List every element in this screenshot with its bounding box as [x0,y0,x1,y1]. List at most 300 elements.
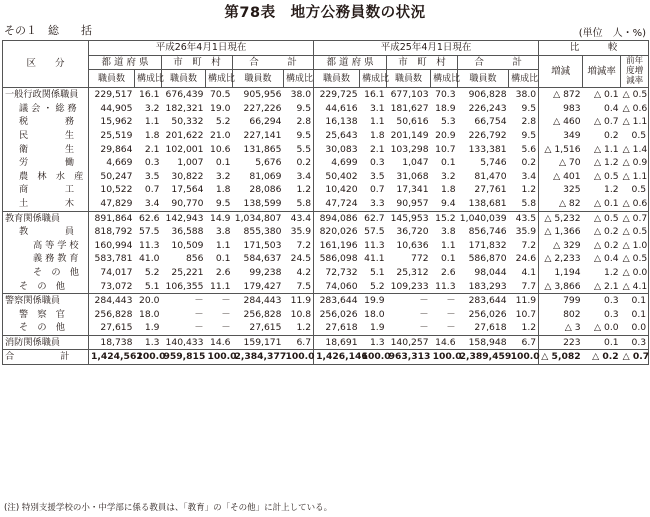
table-cell: 586,098 [319,253,358,265]
table-cell: △ 0.0 [594,322,619,334]
table-cell: △ 70 [558,157,581,169]
header-staff-count: 職員数 [458,70,509,88]
table-cell: 1.8 [144,129,160,141]
table-cell: 0.3 [144,157,160,169]
section-subtitle: その１ 総 括 [4,24,92,37]
table-cell: 9.5 [509,102,539,116]
table-cell: 145,953 [387,211,431,225]
table-cell: － [194,322,204,334]
table-cell: 18,738 [89,335,135,350]
table-cell: 27,615 [100,322,133,334]
table-cell: 66,754 [474,116,507,128]
table-cell: △ 0.7 [622,212,648,224]
table-cell: 583,781 [94,253,133,265]
table-cell: 57.5 [364,226,385,238]
table-cell: △ 2,233 [544,253,581,265]
table-cell: 30,083 [325,143,358,155]
table-cell: 5.1 [369,266,385,278]
table-cell: 171,503 [243,239,282,251]
table-cell: 223 [539,335,583,350]
table-cell: △ 0.9 [622,157,648,169]
table-cell: － [446,322,456,334]
table-cell: 1.2 [509,183,539,197]
table-cell: 6.7 [509,335,539,350]
table-cell: 27,618 [325,322,358,334]
table-cell: 161,196 [319,239,358,251]
row-label: そ の 他 [3,321,89,335]
table-cell: 73,072 [100,280,133,292]
table-cell: 21.0 [210,129,231,141]
table-cell: 0.1 [215,157,231,169]
table-cell: △ 0.7 [621,350,649,365]
table-cell: 24.5 [284,252,314,266]
table-cell: △ 0.7 [594,116,619,128]
table-cell: 0.2 [604,129,619,141]
table-cell: － [221,322,231,334]
table-cell: 1.2 [284,321,314,335]
table-cell: 11.3 [139,239,160,251]
table-cell: △ 1.0 [622,239,648,251]
table-cell: 102,001 [165,143,204,155]
table-cell: 30,822 [171,170,204,182]
header-ratio: 構成比 [360,70,387,88]
table-cell: 349 [563,129,581,141]
table-row [3,294,649,308]
table-cell: △ 329 [553,239,581,251]
table-cell: 856 [185,253,204,265]
table-cell: 43.4 [284,211,314,225]
header-total-2014: 合 計 [233,55,314,70]
table-cell: 2,384,377 [233,350,284,365]
table-cell: △ 1,516 [544,143,581,155]
table-cell: 963,313 [387,350,431,365]
table-cell: 100.0 [206,350,233,365]
table-cell: 5.3 [440,116,456,128]
table-cell: 18.0 [364,308,385,320]
table-cell: △ 1.2 [594,157,619,169]
table-cell: 41.0 [139,253,160,265]
table-cell: 891,864 [89,211,135,225]
table-cell: 74,017 [100,266,133,278]
row-label: 農 林 水 産 [3,170,89,184]
table-cell: 142,943 [162,211,206,225]
row-label: 合 計 [3,350,89,365]
table-cell: 256,026 [319,308,358,320]
table-cell: 35.9 [509,225,539,239]
table-cell: 10.7 [435,143,456,155]
table-cell: 47,829 [100,197,133,209]
row-label: 商 工 [3,183,89,197]
table-cell: 1,424,562 [89,350,135,365]
table-cell: 7.7 [509,280,539,294]
table-cell: 894,086 [314,211,360,225]
table-cell: 1,426,146 [314,350,360,365]
table-cell: 18.0 [139,308,160,320]
table-cell: 0.1 [440,253,456,265]
row-label: 民 生 [3,129,89,143]
table-cell: 2.1 [369,143,385,155]
table-cell: 0.3 [621,335,649,350]
table-cell: △ 401 [553,170,581,182]
table-cell: 16,138 [325,116,358,128]
table-cell: 284,443 [89,294,135,308]
table-cell: 226,792 [468,129,507,141]
table-cell: 2.6 [215,266,231,278]
table-cell: 1.8 [440,184,456,196]
table-cell: 9.4 [440,197,456,209]
table-row [3,321,649,335]
header-staff-count: 職員数 [387,70,431,88]
table-cell: △ 1.1 [622,116,648,128]
table-row [3,280,649,294]
table-cell: 855,380 [243,226,282,238]
table-cell: 98,044 [474,266,507,278]
table-cell: 74,060 [325,280,358,292]
header-comparison: 比 較 [539,41,649,56]
table-cell: 16.1 [360,88,387,102]
table-cell: 38.0 [509,88,539,102]
table-cell: 3.4 [509,170,539,184]
table-cell: △ 1.1 [594,143,619,155]
table-cell: △ 0.5 [622,226,648,238]
table-cell: 14.6 [206,335,233,350]
table-cell: 36,720 [396,226,429,238]
table-cell: 5.6 [509,143,539,157]
table-cell: 31,068 [396,170,429,182]
table-cell: 109,233 [390,280,429,292]
table-cell: 10,636 [396,239,429,251]
table-cell: △ 0.2 [583,350,621,365]
table-cell: 2.6 [440,266,456,278]
table-cell: △ 0.4 [594,253,619,265]
table-cell: 584,637 [243,253,282,265]
table-cell: 106,355 [165,280,204,292]
table-row [3,129,649,143]
table-cell: 1.3 [135,335,162,350]
table-cell: 50,247 [100,170,133,182]
table-cell: △ 3,866 [544,280,581,292]
table-cell: 1.2 [604,266,619,278]
row-label: 高 等 学 校 [3,239,89,253]
table-cell: 5.2 [215,116,231,128]
table-cell: 70.5 [206,88,233,102]
table-cell: － [221,308,231,320]
table-row [3,197,649,211]
table-cell: 1.2 [284,183,314,197]
table-cell: 20.9 [435,129,456,141]
table-cell: 62.7 [360,211,387,225]
table-cell: 99,238 [249,266,282,278]
table-cell: 0.4 [604,102,619,114]
table-cell: 256,828 [243,308,282,320]
table-cell: 19.9 [360,294,387,308]
table-cell: 1.9 [144,322,160,334]
table-cell: △ 0.5 [622,253,648,265]
table-cell: 70.3 [431,88,458,102]
table-row [3,335,649,350]
table-cell: 131,865 [243,143,282,155]
table-cell: 181,627 [390,102,429,114]
row-label: 教 員 [3,225,89,239]
table-cell: 17,564 [171,184,204,196]
header-staff-count: 職員数 [89,70,135,88]
table-cell: 15.2 [431,211,458,225]
table-cell: 72,732 [325,266,358,278]
header-total-2013: 合 計 [458,55,539,70]
table-cell: 3.2 [144,102,160,114]
table-cell: 27,761 [474,184,507,196]
table-cell: 1.8 [369,129,385,141]
table-cell: △ 0.5 [594,170,619,182]
table-cell: 5,676 [255,157,282,169]
table-cell: 5.2 [144,266,160,278]
table-cell: 47,724 [325,197,358,209]
table-row [3,115,649,129]
table-cell: △ 872 [539,88,583,102]
table-cell: 284,443 [233,294,284,308]
table-cell: 1,034,807 [233,211,284,225]
table-row [3,143,649,157]
table-cell: 3.5 [144,170,160,182]
table-cell: 43.5 [509,211,539,225]
table-cell: 36,588 [171,226,204,238]
table-cell: 25,221 [171,266,204,278]
row-label: 教育関係職員 [3,211,89,225]
table-cell: 227,141 [243,129,282,141]
table-cell: 256,026 [468,308,507,320]
table-cell: 3.4 [284,170,314,184]
table-cell: 90,957 [396,197,429,209]
table-cell: 100.0 [509,350,539,365]
table-cell: 1.9 [369,322,385,334]
row-label: 議 会 ・ 総 務 [3,102,89,116]
table-cell: 2.8 [284,115,314,129]
table-cell: △ 0.1 [594,197,619,209]
table-cell: △ 0.0 [622,266,648,278]
table-cell: 4,699 [331,157,358,169]
table-cell: 160,994 [94,239,133,251]
table-row [3,225,649,239]
table-cell: 0.2 [284,156,314,170]
table-cell: 27,618 [474,322,507,334]
table-row [3,102,649,116]
table-cell: 1,194 [554,266,581,278]
table-row [3,252,649,266]
table-cell: 4.1 [509,266,539,280]
table-row [3,170,649,184]
header-period-2014: 平成26年4月1日現在 [89,41,314,56]
table-cell: △ 2.1 [594,280,619,292]
table-row [3,266,649,280]
table-cell: 159,171 [233,335,284,350]
table-cell: 10,420 [325,184,358,196]
header-prefectures-2014: 都 道 府 県 [89,55,162,70]
table-cell: 3.4 [144,197,160,209]
table-cell: 25,643 [325,129,358,141]
table-cell: 15,962 [100,116,133,128]
table-cell: 100.0 [360,350,387,365]
table-cell: 201,149 [390,129,429,141]
row-label: 衛 生 [3,143,89,157]
table-cell: 14.9 [206,211,233,225]
table-cell: △ 82 [558,197,581,209]
table-cell: 138,681 [468,197,507,209]
header-prev-year-rate: 前年度増減率 [621,55,649,88]
table-cell: 100.0 [431,350,458,365]
table-cell: 62.6 [135,211,162,225]
table-cell: 2.1 [144,143,160,155]
row-label: 消防関係職員 [3,335,89,350]
table-cell: △ 3 [564,322,581,334]
row-label: 税 務 [3,115,89,129]
table-cell: 1.2 [509,321,539,335]
header-period-2013: 平成25年4月1日現在 [314,41,539,56]
row-label: 土 木 [3,197,89,211]
table-cell: 0.1 [583,335,621,350]
header-staff-count: 職員数 [233,70,284,88]
table-cell: 959,815 [162,350,206,365]
table-cell: － [419,322,429,334]
table-cell: 1.1 [369,116,385,128]
row-label: 警 察 官 [3,308,89,322]
table-cell: 3.2 [440,170,456,182]
table-cell: 0.3 [583,294,621,308]
table-cell: 20.0 [135,294,162,308]
table-cell: △ 0.2 [594,226,619,238]
row-label: 一般行政関係職員 [3,88,89,102]
table-cell: 0.1 [215,253,231,265]
row-label: そ の 他 [3,280,89,294]
table-row [3,308,649,322]
table-cell: － [162,294,206,308]
table-row [3,156,649,170]
table-cell: 1,047 [402,157,429,169]
table-row [3,183,649,197]
table-cell: △ 5,082 [539,350,583,365]
table-cell: 1,007 [177,157,204,169]
table-cell: 41.1 [364,253,385,265]
table-cell: 10,522 [100,184,133,196]
table-cell: 802 [563,308,581,320]
table-cell: 44,616 [325,102,358,114]
table-cell: 3.2 [215,170,231,182]
table-cell: 983 [563,102,581,114]
header-ratio: 構成比 [431,70,458,88]
table-cell: 11.1 [210,280,231,292]
table-cell: 677,103 [387,88,431,102]
table-cell: 11.3 [435,280,456,292]
header-increase-rate: 増減率 [583,55,621,88]
table-cell: 158,948 [458,335,509,350]
table-cell: 11.9 [509,294,539,308]
table-cell: 905,956 [233,88,284,102]
table-cell: 4,669 [106,157,133,169]
table-cell: 7.2 [509,239,539,253]
table-cell: 5.8 [509,197,539,211]
table-cell: 50,402 [325,170,358,182]
table-cell: 201,622 [165,129,204,141]
table-cell: － [194,308,204,320]
table-cell: 3.3 [369,197,385,209]
table-cell: 66,294 [249,116,282,128]
table-cell: 138,599 [243,197,282,209]
table-cell: 1.2 [604,184,619,196]
table-row [3,211,649,225]
table-cell: 18.9 [435,102,456,114]
table-cell: △ 0.5 [583,211,621,225]
table-cell: 11.9 [284,294,314,308]
table-cell: 256,828 [94,308,133,320]
table-cell: 179,427 [243,280,282,292]
table-cell: 1,040,039 [458,211,509,225]
table-cell: △ 5,232 [539,211,583,225]
table-cell: 10,509 [171,239,204,251]
header-staff-count: 職員数 [314,70,360,88]
table-cell: 586,870 [468,253,507,265]
table-cell: 676,439 [162,88,206,102]
table-cell: 906,828 [458,88,509,102]
row-label: 労 働 [3,156,89,170]
table-cell: 9.5 [215,197,231,209]
table-row [3,350,649,365]
header-category: 区 分 [3,41,89,88]
table-cell: 81,069 [249,170,282,182]
table-cell: 0.5 [621,183,649,197]
header-increase: 増減 [539,55,583,88]
table-cell: 0.7 [369,184,385,196]
table-cell: 9.5 [509,129,539,143]
table-cell: 103,298 [390,143,429,155]
row-label: そ の 他 [3,266,89,280]
table-cell: 19.0 [210,102,231,114]
table-cell: 90,770 [171,197,204,209]
table-cell: 6.7 [284,335,314,350]
header-prefectures-2013: 都 道 府 県 [314,55,387,70]
table-cell: 799 [539,294,583,308]
table-cell: △ 1,366 [544,226,581,238]
table-row [3,88,649,102]
table-cell: 27,615 [249,322,282,334]
table-cell: △ 0.6 [621,197,649,211]
table-cell: 10.6 [210,143,231,155]
table-cell: 9.5 [284,129,314,143]
table-cell: 50,332 [171,116,204,128]
table-cell: 28,086 [249,184,282,196]
table-cell: 183,293 [468,280,507,292]
table-cell: 24.6 [509,252,539,266]
table-cell: △ 1.4 [622,143,648,155]
table-cell: 5.2 [369,280,385,292]
table-cell: 0.2 [509,156,539,170]
table-cell: △ 4.1 [621,280,649,294]
header-staff-count: 職員数 [162,70,206,88]
table-cell: 283,644 [314,294,360,308]
page-title: 第78表 地方公務員数の状況 [224,5,426,21]
table-cell: △ 1.1 [622,170,648,182]
table-cell: 81,470 [474,170,507,182]
table-cell: 1.3 [360,335,387,350]
table-cell: 50,616 [396,116,429,128]
table-cell: △ 460 [553,116,581,128]
table-cell: 229,517 [89,88,135,102]
table-cell: 25,519 [100,129,133,141]
table-cell: 5.1 [144,280,160,292]
footnote: (注) 特別支援学校の小・中学部に係る教員は、「教育」の「その他」に計上している。 [4,503,333,513]
table-cell: 1.8 [215,184,231,196]
unit-label: (単位 人・%) [578,28,646,39]
table-cell: 0.1 [621,294,649,308]
table-cell: 1.1 [144,116,160,128]
